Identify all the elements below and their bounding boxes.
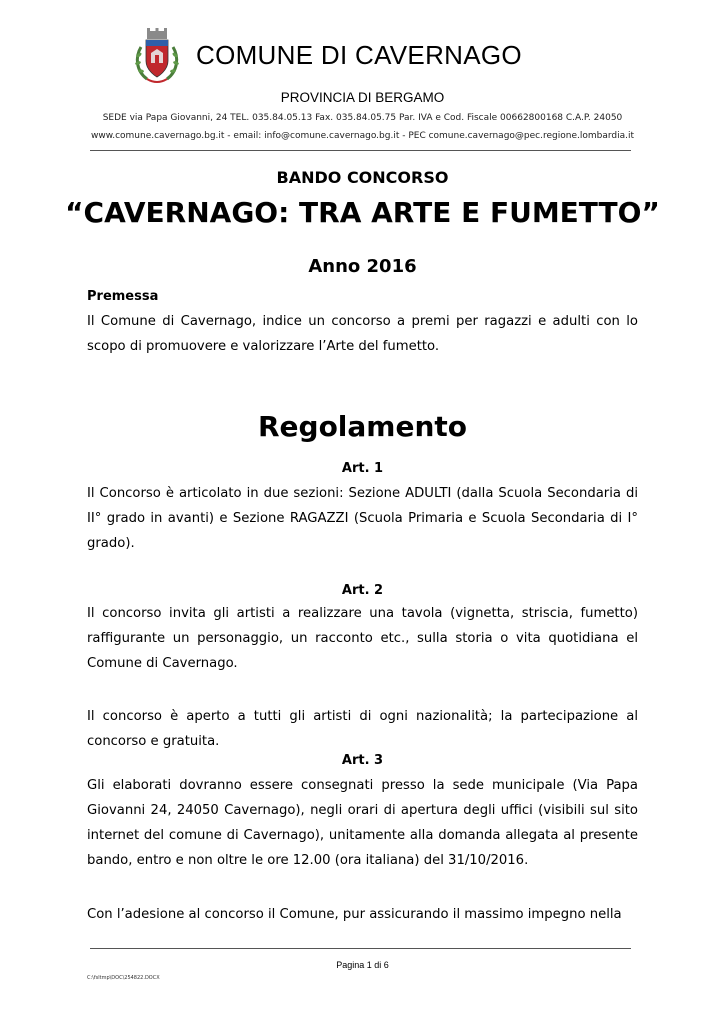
province-name: PROVINCIA DI BERGAMO	[280, 90, 445, 105]
premessa-heading: Premessa	[87, 289, 159, 304]
art-3-text-continued: Con l’adesione al concorso il Comune, pur assicurando il massimo impegno nella	[87, 907, 622, 922]
art-3-text: Gli elaborati dovranno essere consegnati presso la sede municipale (Via Papa Giovanni 24, 24050 Cavernago), negli orari di apertura degli uffici (visibili sul sito internet del comune di Cavernago), unitamente alla domanda allegata al presente bando, entro e non oltre le ore 12.00 (ora italiana) del 31/10/2016.	[87, 778, 638, 868]
municipality-title: COMUNE DI CAVERNAGO	[196, 40, 522, 70]
art-1-text: Il Concorso è articolato in due sezioni: Sezione ADULTI (dalla Scuola Secondaria di II° grado in avanti) e Sezione RAGAZZI (Scuola Primaria e Scuola Secondaria di I° grado).	[87, 486, 638, 551]
coat-of-arms-icon	[133, 27, 181, 85]
footer-divider	[90, 948, 631, 949]
art-2-heading: Art. 2	[341, 583, 384, 598]
file-path: C:\fsltmp\DOC\254822.DOCX	[87, 975, 160, 981]
art-2-text-participation: Il concorso è aperto a tutti gli artisti di ogni nazionalità; la partecipazione al concorso e gratuita.	[87, 709, 638, 749]
header-divider	[90, 150, 631, 151]
art-1-heading: Art. 1	[341, 461, 384, 476]
web-contact-line: www.comune.cavernago.bg.it - email: info@comune.cavernago.bg.it - PEC comune.cavernago@pec.regione.lombardia.it	[90, 131, 635, 141]
page-number: Pagina 1 di 6	[336, 960, 389, 970]
contest-title: “CAVERNAGO: TRA ARTE E FUMETTO”	[65, 196, 660, 229]
address-contact-line: SEDE via Papa Giovanni, 24 TEL. 035.84.05.13 Fax. 035.84.05.75 Par. IVA e Cod. Fiscale 00662800168 C.A.P. 24050	[102, 113, 623, 123]
art-3-heading: Art. 3	[341, 753, 384, 768]
contest-year: Anno 2016	[308, 256, 417, 277]
regolamento-heading: Regolamento	[257, 410, 468, 443]
notice-type-heading: BANDO CONCORSO	[276, 168, 449, 187]
premessa-text: Il Comune di Cavernago, indice un concorso a premi per ragazzi e adulti con lo scopo di promuovere e valorizzare l’Arte del fumetto.	[87, 314, 638, 354]
art-2-text: Il concorso invita gli artisti a realizzare una tavola (vignetta, striscia, fumetto) raffigurante un personaggio, un racconto etc., sulla storia o vita quotidiana el Comune di Cavernago.	[87, 606, 638, 671]
